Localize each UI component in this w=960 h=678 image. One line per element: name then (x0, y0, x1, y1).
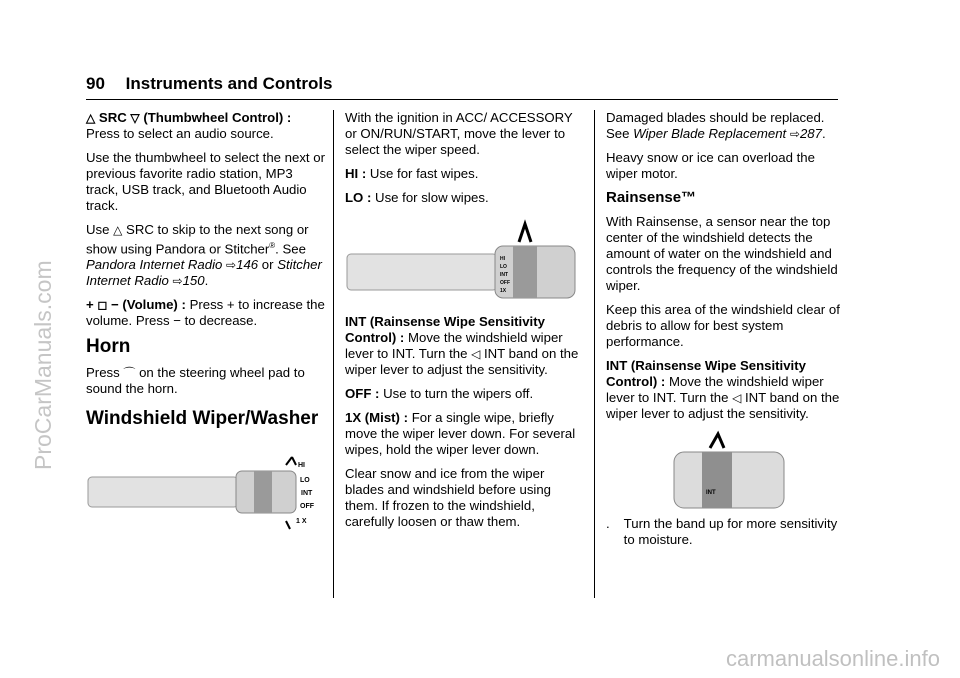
lo-paragraph: LO : Use for slow wipes. (345, 190, 489, 205)
skip-paragraph: Use △ SRC to skip to the next song or show using Pandora or Stitcher®. See Pandora Internet Radio ⇨146 or Stitcher Internet Radio ⇨150. (86, 222, 322, 289)
page-ref-icon: ⇨ (172, 274, 183, 289)
page-header (86, 74, 333, 94)
footer-watermark: carmanualsonline.info (725, 646, 940, 671)
keep-paragraph: Keep this area of the windshield clear of debris to allow for best system performance. (606, 302, 840, 349)
column-3 (606, 110, 842, 548)
fig-label-int: INT (301, 490, 313, 498)
off-paragraph: OFF : Use to turn the wipers off. (345, 386, 534, 401)
up-triangle-icon: △ (113, 223, 123, 237)
horn-icon: ⌒ (123, 366, 136, 381)
wiper-sensitivity-icon: ◁ (732, 391, 742, 405)
header-rule (86, 99, 838, 100)
column-1 (86, 110, 326, 537)
svg-text:INT: INT (500, 272, 509, 278)
pandora-link[interactable]: Pandora Internet Radio (86, 257, 223, 273)
horn-paragraph: Press ⌒ on the steering wheel pad to sound the horn. (86, 365, 305, 397)
fig-label-lo: LO (300, 477, 310, 485)
wiper-lever-closeup-illustration (345, 214, 585, 314)
svg-text:OFF: OFF (500, 280, 510, 286)
wiper-sensitivity-icon: ◁ (471, 347, 481, 361)
svg-text:LO: LO (500, 264, 507, 270)
horn-heading: Horn (86, 336, 131, 358)
sensitivity-band-illustration (606, 430, 842, 516)
stitcher-link[interactable]: Stitcher Internet Radio (86, 257, 322, 289)
column-2 (345, 110, 585, 538)
int-paragraph: INT (Rainsense Wipe Sensitivity Control) : Move the windshield wiper lever to INT. Turn the ◁ INT band on the wiper lever to adjust the sensitivity. (345, 314, 579, 377)
section-title: Instruments and Controls (125, 74, 333, 93)
page-ref-icon: ⇨ (789, 127, 800, 141)
wiper-heading: Windshield Wiper/Washer (86, 408, 319, 430)
rainsense-paragraph: With Rainsense, a sensor near the top center of the windshield detects the amount of water on the windshield and controls the frequency of the windshield wiper. (606, 214, 838, 293)
svg-text:HI: HI (500, 256, 505, 262)
intro-paragraph: With the ignition in ACC/ ACCESSORY or ON/RUN/START, move the lever to select the wiper speed. (345, 110, 573, 157)
wiper-blade-link[interactable]: Wiper Blade Replacement (633, 126, 787, 141)
column-divider (594, 110, 595, 598)
volume-paragraph: + ◻ − (Volume) : Press + to increase the volume. Press − to decrease. (86, 297, 325, 329)
hi-paragraph: HI : Use for fast wipes. (345, 166, 479, 181)
int-paragraph: INT (Rainsense Wipe Sensitivity Control) : Move the windshield wiper lever to INT. Turn the ◁ INT band on the wiper lever to adjust the sensitivity. (606, 358, 840, 421)
fig-label-off: OFF (300, 503, 314, 511)
fig-label-int: INT (706, 490, 716, 496)
down-triangle-icon: ▽ (130, 111, 140, 125)
list-item: . Turn the band up for more sensitivity to moisture. (606, 516, 838, 547)
column-divider (333, 110, 334, 598)
page-number: 90 (86, 74, 105, 93)
thumbwheel-paragraph: Use the thumbwheel to select the next or previous favorite radio station, MP3 track, USB track, and Bluetooth Audio track. (86, 150, 325, 213)
wiper-lever-illustration (86, 437, 326, 537)
up-triangle-icon: △ (86, 111, 96, 125)
clear-paragraph: Clear snow and ice from the wiper blades and windshield before using them. If frozen to the windshield, carefully loosen or thaw them. (345, 466, 552, 529)
src-paragraph: △ SRC ▽ (Thumbwheel Control) : Press to select an audio source. (86, 110, 292, 141)
fig-label-hi: HI (298, 462, 305, 470)
volume-icon: ◻ (97, 298, 108, 313)
watermark-side: ProCarManuals.com (30, 260, 56, 470)
svg-text:1X: 1X (500, 288, 507, 294)
rainsense-heading: Rainsense™ (606, 189, 697, 206)
damaged-paragraph: Damaged blades should be replaced. See Wiper Blade Replacement ⇨287. (606, 110, 826, 141)
fig-label-1x: 1 X (296, 518, 307, 526)
page-ref-icon: ⇨ (226, 258, 237, 273)
heavy-paragraph: Heavy snow or ice can overload the wiper motor. (606, 150, 815, 181)
mist-paragraph: 1X (Mist) : For a single wipe, briefly move the wiper lever down. For several wipes, hold the wiper lever down. (345, 410, 576, 457)
